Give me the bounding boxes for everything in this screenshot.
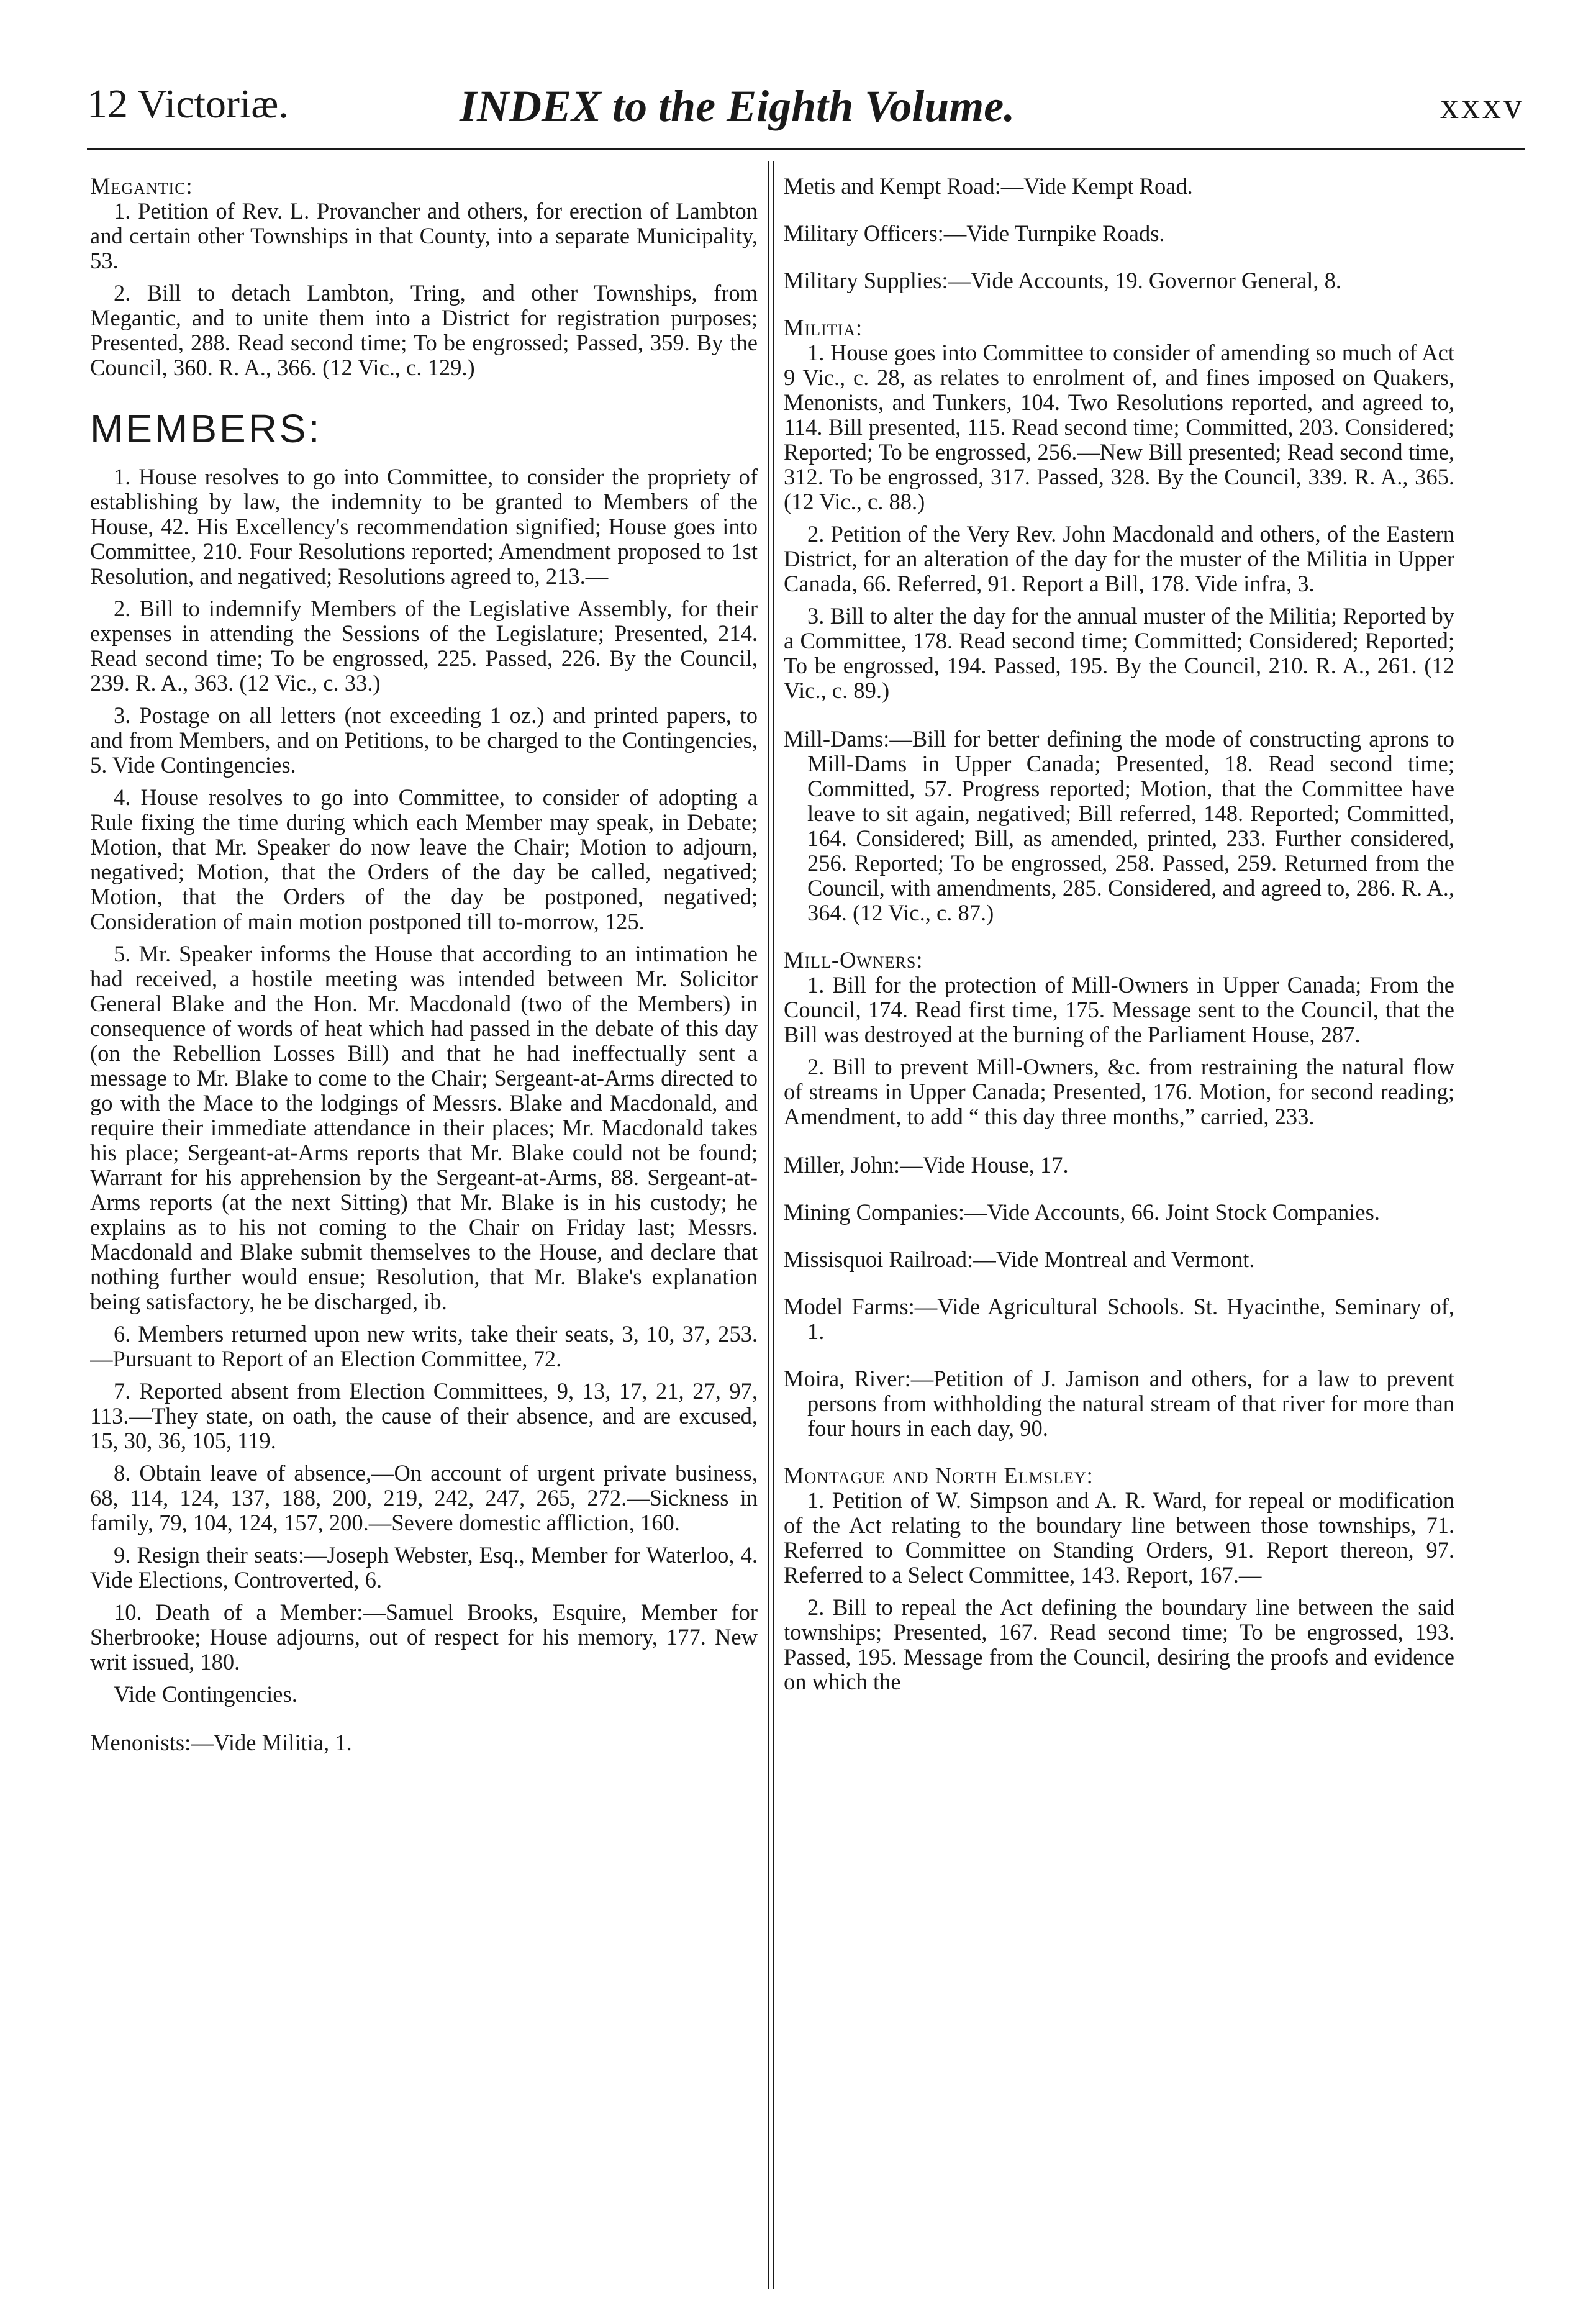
- entry-miller: Miller, John:—Vide House, 17.: [784, 1152, 1069, 1178]
- entry-military-officers: Military Officers:—Vide Turnpike Roads.: [784, 220, 1165, 246]
- entry-item: 1. Bill for the protection of Mill-Owners in Upper Canada; From the Council, 174. Read first time, 175. Message sent to the Council, that the Bill was destroyed at the burning of the Parliament House, 287.: [784, 972, 1454, 1047]
- entry-item: 6. Members returned upon new writs, take their seats, 3, 10, 37, 253.—Pursuant to Report of an Election Committee, 72.: [90, 1321, 758, 1371]
- entry-vide: Vide Contingencies.: [114, 1681, 297, 1707]
- entry-metis: Metis and Kempt Road:—Vide Kempt Road.: [784, 174, 1193, 199]
- entry-item: 2. Bill to prevent Mill-Owners, &c. from restraining the natural flow of streams in Upper Canada; Presented, 176. Motion, for second reading; Amendment, to add “ this day three months,” carried, 233.: [784, 1054, 1454, 1129]
- entry-item: 2. Bill to indemnify Members of the Legislative Assembly, for their expenses in attending the Sessions of the Legislature; Presented, 214. Read second time; To be engrossed, 225. Passed, 226. By the Council, 239. R. A., 363. (12 Vic., c. 33.): [90, 596, 758, 696]
- entry-item: 1. Petition of W. Simpson and A. R. Ward, for repeal or modification of the Act relating to the boundary line between those townships, 71. Referred to Committee on Standing Orders, 91. Report thereon, 97. Referred to a Select Committee, 143. Report, 167.—: [784, 1488, 1454, 1588]
- page-header: [87, 81, 1525, 137]
- entry-item: 7. Reported absent from Election Committees, 9, 13, 17, 21, 27, 97, 113.—They state, on oath, the cause of their absence, and are excused, 15, 30, 36, 105, 119.: [90, 1378, 758, 1453]
- entry-item: 3. Bill to alter the day for the annual muster of the Militia; Reported by a Committee, 178. Read second time; Committed; Considered; Reported; To be engrossed, 194. Passed, 195. By the Council, 210. R. A., 261. (12 Vic., c. 89.): [784, 603, 1454, 703]
- running-head-left: 12 Victoriæ.: [87, 81, 289, 127]
- entry-mill-dams: Mill-Dams:—Bill for better defining the mode of constructing aprons to Mill-Dams in Upper Canada; Presented, 18. Read second time; Committed, 57. Progress reported; Motion, that the Committee have leave to sit again, negatived; Bill referred, 148. Reported; Committed, 164. Considered; Bill, as amended, printed, 233. Further considered, 256. Reported; To be engrossed, 258. Passed, 259. Returned from the Council, with amendments, 285. Considered, and agreed to, 286. R. A., 364. (12 Vic., c. 87.): [784, 726, 1454, 925]
- entry-moira: Moira, River:—Petition of J. Jamison and others, for a law to prevent persons from withholding the natural stream of that river for more than four hours in each day, 90.: [784, 1366, 1454, 1441]
- entry-item: 3. Postage on all letters (not exceeding 1 oz.) and printed papers, to and from Members, and on Petitions, to be charged to the Contingencies, 5. Vide Contingencies.: [90, 702, 758, 778]
- entry-item: 2. Petition of the Very Rev. John Macdonald and others, of the Eastern District, for an alteration of the day for the muster of the Militia in Upper Canada, 66. Referred, 91. Report a Bill, 178. Vide infra, 3.: [784, 521, 1454, 596]
- entry-item: 2. Bill to repeal the Act defining the boundary line between the said townships; Presented, 167. Read second time; To be engrossed, 193. Passed, 195. Message from the Council, desiring the proofs and evidence on which the: [784, 1594, 1454, 1694]
- entry-item: 8. Obtain leave of absence,—On account of urgent private business, 68, 114, 124, 137, 188, 200, 219, 242, 247, 265, 272.—Sickness in family, 79, 104, 124, 157, 200.—Severe domestic affliction, 160.: [90, 1460, 758, 1535]
- running-head-title: INDEX to the Eighth Volume.: [460, 81, 1015, 131]
- right-column: [784, 174, 1454, 2283]
- entry-menonists: Menonists:—Vide Militia, 1.: [90, 1730, 352, 1755]
- entry-militia: [784, 316, 1454, 703]
- section-heading-members: MEMBERS:: [90, 406, 322, 451]
- left-column: [90, 174, 758, 2283]
- entry-members: [90, 404, 758, 1707]
- entry-missisquoi: Missisquoi Railroad:—Vide Montreal and Vermont.: [784, 1247, 1255, 1272]
- column-divider-inner: [773, 161, 774, 2289]
- entry-military-supplies: Military Supplies:—Vide Accounts, 19. Governor General, 8.: [784, 268, 1341, 293]
- entry-mining: Mining Companies:—Vide Accounts, 66. Joint Stock Companies.: [784, 1199, 1380, 1225]
- entry-heading: Montague and North Elmsley:: [784, 1463, 1094, 1488]
- page-number: xxxv: [1440, 85, 1525, 126]
- header-rule: [87, 148, 1525, 150]
- entry-item: 1. House goes into Committee to consider of amending so much of Act 9 Vic., c. 28, as relates to enrolment of, and fines imposed on Quakers, Menonists, and Tunkers, 104. Two Resolutions reported, and agreed to, 114. Bill presented, 115. Read second time; Committed, 203. Considered; Reported; To be engrossed, 256.—New Bill presented; Read second time, 312. To be engrossed, 317. Passed, 328. By the Council, 339. R. A., 365. (12 Vic., c. 88.): [784, 340, 1454, 514]
- entry-montague: [784, 1463, 1454, 1694]
- entry-megantic: [90, 174, 758, 380]
- entry-heading: Mill-Owners:: [784, 947, 923, 973]
- entry-heading: Militia:: [784, 315, 863, 340]
- entry-model-farms: Model Farms:—Vide Agricultural Schools. St. Hyacinthe, Seminary of, 1.: [784, 1294, 1454, 1344]
- entry-heading: Megantic:: [90, 174, 193, 199]
- entry-item: 4. House resolves to go into Committee, to consider of adopting a Rule fixing the time during which each Member may speak, in Debate; Motion, that Mr. Speaker do now leave the Chair; Motion to adjourn, negatived; Motion, that the Orders of the day be called, negatived; Motion, that the Orders of the day be postponed, negatived; Consideration of main motion postponed till to-morrow, 125.: [90, 784, 758, 934]
- entry-item: 1. Petition of Rev. L. Provancher and others, for erection of Lambton and certain other Townships in that County, into a separate Municipality, 53.: [90, 198, 758, 273]
- entry-item: 5. Mr. Speaker informs the House that according to an intimation he had received, a hostile meeting was intended between Mr. Solicitor General Blake and the Hon. Mr. Macdonald (two of the Members) in consequence of words of heat which had passed in the debate of this day (on the Rebellion Losses Bill) and that he had ineffectually sent a message to Mr. Blake to come to the Chair; Sergeant-at-Arms directed to go with the Mace to the lodgings of Messrs. Blake and Macdonald, and require their immediate attendance in their places; Mr. Macdonald takes his place; Sergeant-at-Arms reports that Mr. Blake could not be found; Warrant for his apprehension by the Sergeant-at-Arms, 88. Sergeant-at-Arms reports (at the next Sitting) that Mr. Blake is in his custody; he explains as to his not coming to the Chair on Friday last; Messrs. Macdonald and Blake submit themselves to the House, and declare that nothing further would ensue; Resolution, that Mr. Blake's explanation being satisfactory, he be discharged, ib.: [90, 941, 758, 1314]
- entry-item: 10. Death of a Member:—Samuel Brooks, Esquire, Member for Sherbrooke; House adjourns, out of respect for his memory, 177. New writ issued, 180.: [90, 1599, 758, 1674]
- entry-mill-owners: [784, 948, 1454, 1129]
- column-divider: [768, 161, 769, 2289]
- entry-item: 9. Resign their seats:—Joseph Webster, Esq., Member for Waterloo, 4. Vide Elections, Controverted, 6.: [90, 1542, 758, 1592]
- entry-item: 1. House resolves to go into Committee, to consider the propriety of establishing by law, the indemnity to be granted to Members of the House, 42. His Excellency's recommendation signified; House goes into Committee, 210. Four Resolutions reported; Amendment proposed to 1st Resolution, and negatived; Resolutions agreed to, 213.—: [90, 464, 758, 589]
- entry-item: 2. Bill to detach Lambton, Tring, and other Townships, from Megantic, and to unite them into a District for registration purposes; Presented, 288. Read second time; To be engrossed; Passed, 359. By the Council, 360. R. A., 366. (12 Vic., c. 129.): [90, 280, 758, 380]
